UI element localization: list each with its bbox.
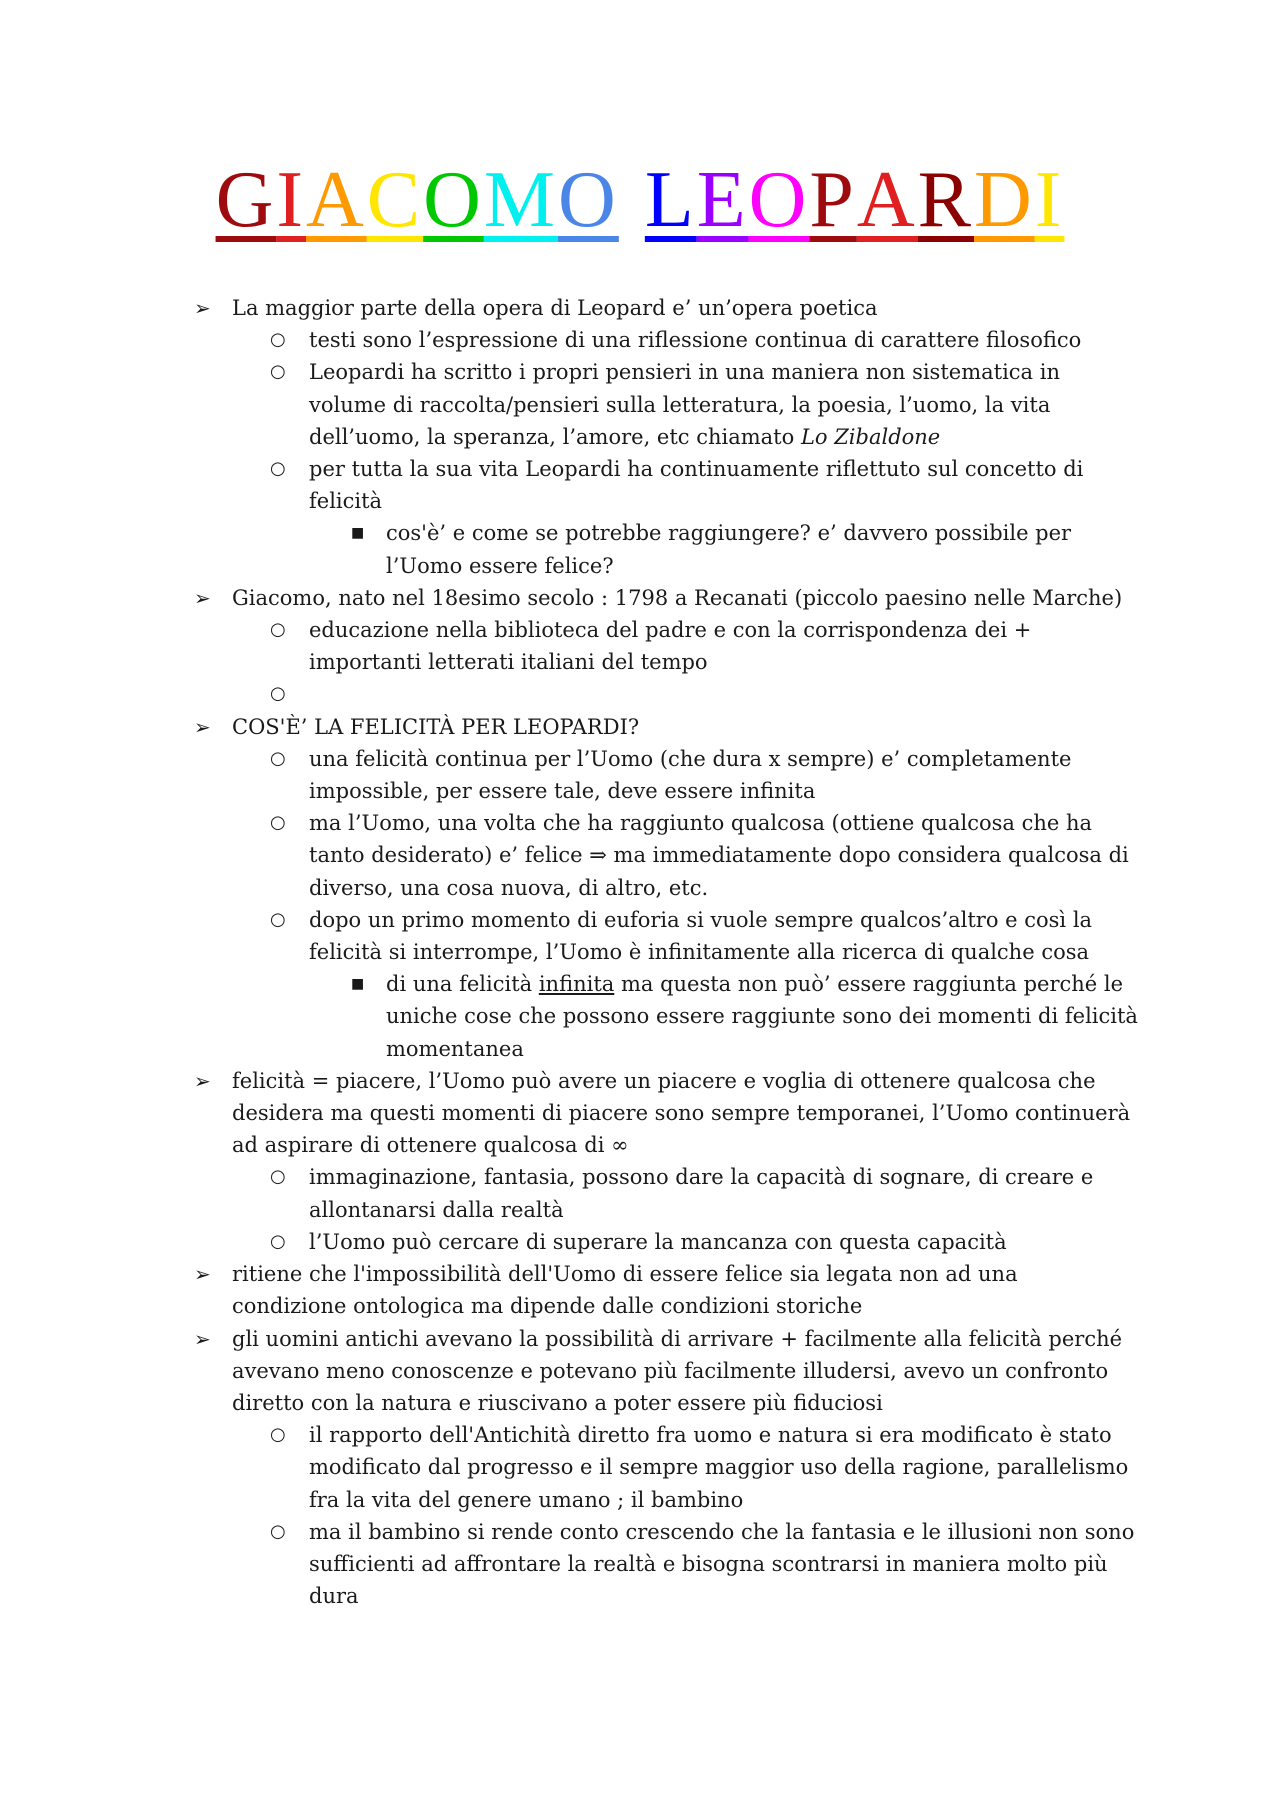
bullet-icon: ○	[270, 747, 286, 769]
list-item-text: l’Uomo può cercare di superare la mancanza con questa capacità	[309, 1229, 1007, 1254]
bullet-icon: ➢	[194, 585, 211, 610]
list-item-level-2	[0, 678, 1141, 710]
bullet-icon: ○	[270, 1230, 286, 1252]
italic-title: Lo Zibaldone	[800, 424, 941, 449]
list-item-text: dopo un primo momento di euforia si vuole sempre qualcos’altro e così la felicità si interrompe, l’Uomo è infinitamente alla ricerca di qualche cosa	[309, 907, 1093, 965]
page-title	[0, 156, 1280, 244]
list-item-level-2	[0, 1516, 1141, 1613]
title-letter: A	[856, 156, 918, 244]
bullet-icon: ○	[270, 361, 286, 383]
list-item-text: di una felicità	[386, 972, 539, 997]
list-item-level-2	[0, 904, 1141, 968]
title-letter: D	[974, 156, 1035, 244]
list-item-text: testi sono l’espressione di una riflessione continua di carattere filosofico	[309, 328, 1082, 353]
list-item-text: gli uomini antichi avevano la possibilità di arrivare + facilmente alla felicità perché avevano meno conoscenze e potevano più facilmente illudersi, avevo un confronto diretto con la natura e riuscivano a poter essere più fiduciosi	[232, 1326, 1123, 1415]
bullet-icon: ■	[351, 525, 365, 542]
list-item-text: COS'È’ LA FELICITÀ PER LEOPARDI?	[232, 714, 640, 739]
underlined-word: infinita	[538, 972, 615, 997]
list-item-text: felicità = piacere, l’Uomo può avere un piacere e voglia di ottenere qualcosa che desidera ma questi momenti di piacere sono sempre temporanei, l’Uomo continuerà ad aspirare di ottenere qualcosa di ∞	[232, 1068, 1131, 1158]
title-letter: O	[423, 156, 484, 244]
list-item-text: La maggior parte della opera di Leopard e’ un’opera poetica	[232, 296, 878, 320]
list-item-text: una felicità continua per l’Uomo (che dura x sempre) e’ completamente impossible, per essere tale, deve essere infinita	[309, 746, 1072, 804]
bullet-icon: ■	[351, 976, 365, 993]
title-letter: C	[366, 156, 424, 244]
list-item-text: ma l’Uomo, una volta che ha raggiunto qualcosa (ottiene qualcosa che ha tanto desiderato) e’ felice ⇒ ma immediatamente dopo considera qualcosa di diverso, una cosa nuova, di altro, etc.	[309, 811, 1129, 900]
list-item-level-2	[0, 807, 1141, 904]
title-letter: O	[558, 156, 619, 244]
list-item-text: Leopardi ha scritto i propri pensieri in una maniera non sistematica in volume di raccolta/pensieri sulla letteratura, la poesia, l’uomo, la vita dell’uomo, la speranza, l’amore, etc chiamato	[309, 360, 1060, 449]
title-letter: I	[276, 156, 306, 244]
list-item-level-2	[0, 614, 1141, 678]
title-letter: I	[1034, 156, 1065, 244]
list-item-level-3	[0, 517, 1141, 581]
title-letter: P	[809, 156, 857, 244]
list-item-level-1	[0, 711, 1132, 743]
title-letter: G	[215, 156, 277, 244]
list-item-level-2	[0, 743, 1141, 807]
list-item-level-1	[0, 1323, 1132, 1420]
list-item-level-3	[0, 968, 1141, 1065]
bullet-icon: ○	[270, 619, 286, 641]
list-item-text	[309, 682, 316, 706]
list-item-text: per tutta la sua vita Leopardi ha continuamente riflettuto sul concetto di felicità	[309, 457, 1084, 514]
bullet-icon: ➢	[194, 296, 211, 320]
title-letter: O	[748, 156, 810, 244]
bullet-icon: ➢	[194, 1326, 211, 1351]
list-item-level-1	[0, 292, 1132, 324]
title-letter: L	[644, 156, 697, 244]
list-item-text: ritiene che l'impossibilità dell'Uomo di essere felice sia legata non ad una condizione ontologica ma dipende dalle condizioni storiche	[232, 1262, 1018, 1319]
list-item-level-1	[0, 1065, 1132, 1162]
title-letter: R	[917, 156, 974, 244]
notes-list	[0, 292, 1280, 1612]
bullet-icon: ○	[270, 1424, 286, 1446]
list-item-level-2	[0, 453, 1141, 517]
list-item-level-2	[0, 324, 1141, 356]
list-item-level-2	[0, 1226, 1141, 1258]
title-letter: E	[696, 156, 749, 244]
list-item-level-2	[0, 1419, 1141, 1516]
title-letter: M	[483, 156, 559, 244]
bullet-icon: ○	[270, 1520, 286, 1542]
list-item-text-continued: ma questa non può’ essere raggiunta perché le uniche cose che possono essere raggiunte sono dei momenti di felicità momentanea	[386, 972, 1138, 1061]
bullet-icon: ○	[270, 329, 286, 351]
list-item-level-1	[0, 1258, 1132, 1322]
list-item-level-2	[0, 1161, 1141, 1225]
bullet-icon: ○	[270, 458, 286, 480]
list-item-text: ma il bambino si rende conto crescendo che la fantasia e le illusioni non sono sufficienti ad affrontare la realtà e bisogna scontrarsi in maniera molto più dura	[309, 1519, 1135, 1609]
title-letter: A	[305, 156, 367, 244]
bullet-icon: ○	[270, 908, 286, 930]
list-item-text: Giacomo, nato nel 18esimo secolo : 1798 a Recanati (piccolo paesino nelle Marche)	[232, 585, 1123, 610]
bullet-icon: ➢	[194, 1068, 211, 1093]
bullet-icon: ➢	[194, 714, 211, 739]
list-item-level-1	[0, 582, 1132, 614]
list-item-text: immaginazione, fantasia, possono dare la capacità di sognare, di creare e allontanarsi dalla realtà	[309, 1165, 1094, 1222]
list-item-level-2	[0, 356, 1141, 453]
bullet-icon: ➢	[194, 1262, 211, 1287]
list-item-text: educazione nella biblioteca del padre e con la corrispondenza dei + importanti letterati italiani del tempo	[309, 618, 1032, 675]
list-item-text: il rapporto dell'Antichità diretto fra uomo e natura si era modificato è stato modificato dal progresso e il sempre maggior uso della ragione, parallelismo fra la vita del genere umano ; il bambino	[309, 1423, 1129, 1512]
bullet-icon: ○	[270, 683, 286, 705]
bullet-icon: ○	[270, 1166, 286, 1188]
bullet-icon: ○	[270, 812, 286, 834]
list-item-text: cos'è’ e come se potrebbe raggiungere? e’ davvero possibile per l’Uomo essere felice?	[386, 521, 1072, 578]
